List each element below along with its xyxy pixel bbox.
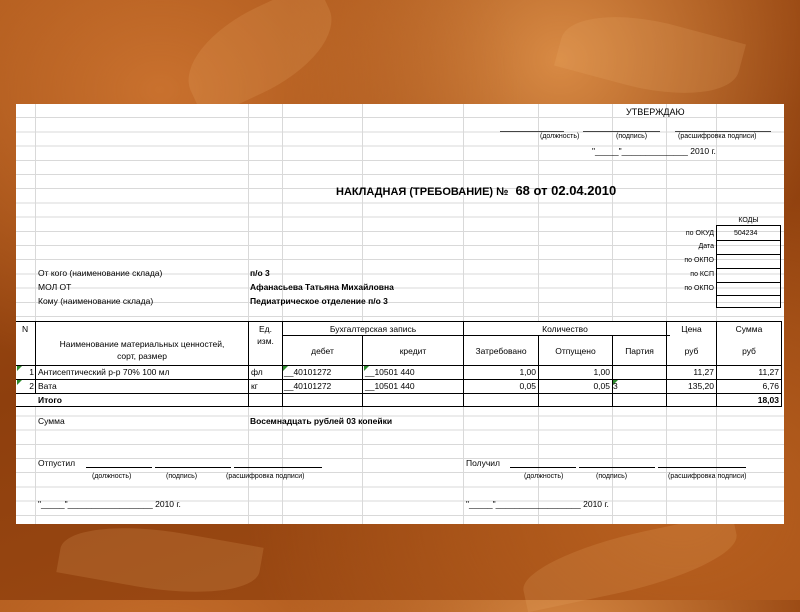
col-header-otpush: Отпущено [555,346,596,356]
codes-okpo2-label: по ОКПО [684,285,714,292]
document-title-prefix: НАКЛАДНАЯ (ТРЕБОВАНИЕ) № [336,186,509,198]
sum-value: Восемнадцать рублей 03 копейки [250,416,393,426]
released-podpis: (подпись) [166,473,198,480]
received-podpis: (подпись) [596,473,628,480]
col-header-zatreb: Затребовано [475,346,527,356]
codes-okud-value: 504234 [734,230,758,237]
row-price: 11,27 [693,367,714,377]
col-header-unit-1: Ед. [259,324,272,334]
mol-label: МОЛ ОТ [38,282,72,292]
codes-header: КОДЫ [738,217,759,224]
released-dolzhnost: (должность) [92,473,132,480]
row-price: 135,20 [688,381,714,391]
row-sum: 6,76 [762,381,779,391]
row-unit: фл [251,367,263,377]
row-sum: 11,27 [758,367,779,377]
background-leaf [554,0,746,112]
col-header-sum: Сумма [735,324,763,334]
released-label: Отпустил [38,458,76,468]
col-header-unit-2: изм. [257,336,274,346]
total-value: 18,03 [757,395,779,405]
mol-value: Афанасьева Татьяна Михайловна [250,282,394,292]
approve-podpis: (подпись) [616,133,648,140]
to-value: Педиатрическое отделение п/о 3 [250,296,388,306]
background-leaf [56,513,263,607]
approve-dolzhnost: (должность) [540,133,580,140]
col-header-price-unit: руб [684,346,699,356]
col-header-debet: дебет [311,346,334,356]
document-title [336,184,616,199]
to-label: Кому (наименование склада) [38,296,154,306]
from-label: От кого (наименование склада) [38,268,163,278]
col-header-name-2: сорт, размер [117,351,167,361]
items-table [16,321,784,407]
spreadsheet-sheet [16,104,784,524]
row-name: Антисептический р-р 70% 100 мл [38,367,170,377]
col-header-qty: Количество [542,324,588,334]
approve-date-line: "_____"______________ 2010 г. [592,146,716,156]
background-leaf [517,513,744,612]
col-header-kredit: кредит [399,346,427,356]
approve-rasshifrovka: (расшифровка подписи) [678,133,757,140]
received-dolzhnost: (должность) [524,473,564,480]
col-header-sum-unit: руб [742,346,756,356]
received-date-line: "_____"__________________ 2010 г. [466,499,609,509]
received-label: Получил [466,458,500,468]
row-debet: __40101272 [284,367,332,377]
background-leaf [171,0,350,120]
col-header-buh: Бухгалтерская запись [329,324,417,334]
row-n: 2 [29,381,34,391]
row-n: 1 [29,367,34,377]
codes-ksp-label: по КСП [690,271,714,278]
row-unit: кг [251,381,258,391]
col-header-name-1: Наименование материальных ценностей, [59,339,225,349]
released-rasshifrovka: (расшифровка подписи) [226,473,305,480]
codes-okpo-label: по ОКПО [684,257,714,264]
document-number: 68 от 02.04.2010 [515,183,617,198]
row-partiya: 3 [613,381,618,391]
row-debet: __40101272 [284,381,332,391]
from-value: п/о 3 [250,268,270,278]
row-otpush: 0,05 [593,381,610,391]
row-zatreb: 0,05 [519,381,536,391]
codes-date-label: Дата [698,243,714,250]
approve-title: УТВЕРЖДАЮ [626,107,685,117]
row-kredit: __10501 440 [365,381,415,391]
released-date-line: "_____"__________________ 2010 г. [38,499,181,509]
col-header-n: N [22,324,29,334]
row-zatreb: 1,00 [519,367,536,377]
col-header-partiya: Партия [625,346,654,356]
codes-okud-label: по ОКУД [685,230,714,237]
row-kredit: __10501 440 [365,367,415,377]
sum-label: Сумма [38,416,65,426]
row-name: Вата [38,381,57,391]
row-otpush: 1,00 [593,367,610,377]
received-rasshifrovka: (расшифровка подписи) [668,473,747,480]
col-header-price: Цена [681,324,702,334]
total-label: Итого [38,395,62,405]
